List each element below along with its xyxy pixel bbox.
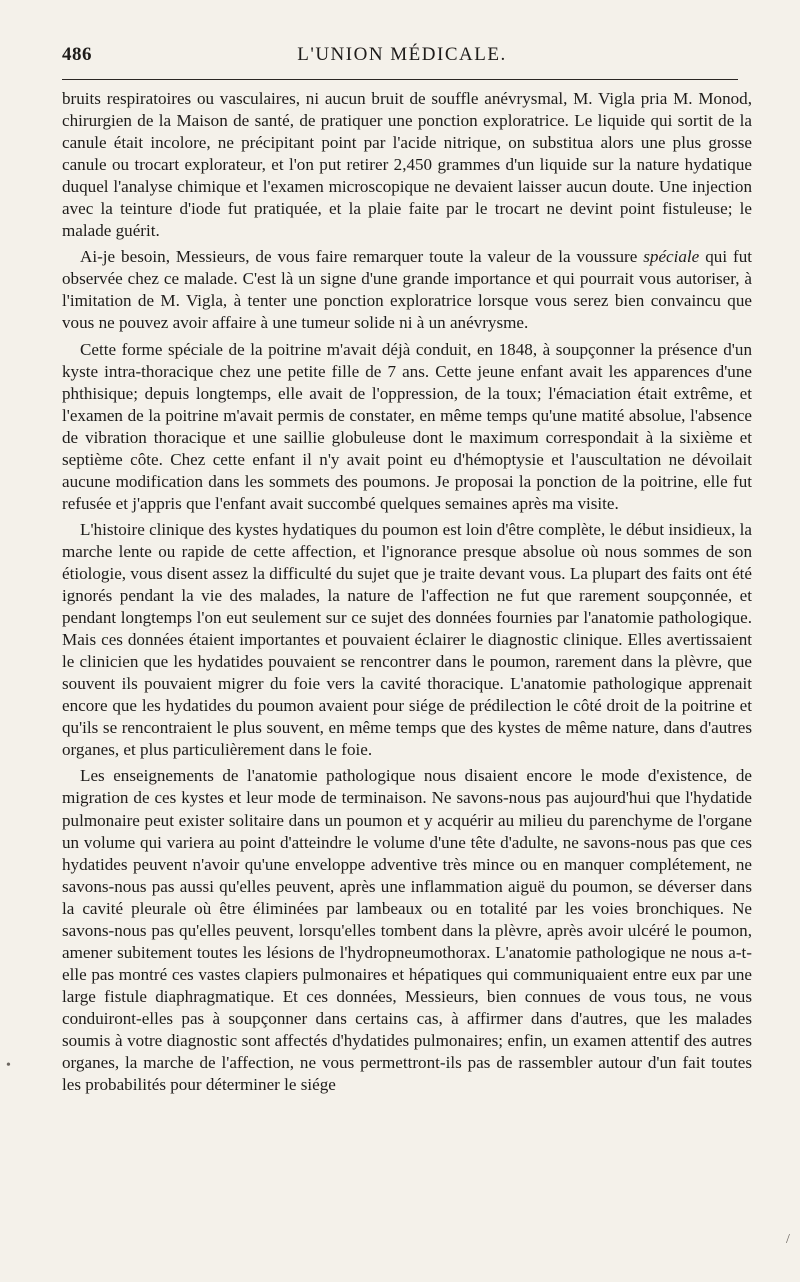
margin-dot: • (6, 1058, 11, 1073)
body-text (62, 88, 752, 1096)
paragraph-clinical-history: L'histoire clinique des kystes hydatiques du poumon est loin d'être complète, le début insidieux, la marche lente ou rapide de cette affection, et l'ignorance presque absolue où nous sommes de son étiologie, vous disent assez la difficulté du sujet que je traite devant vous. La plupart des faits ont été ignorés pendant la vie des malades, la nature de l'affection ne fut que rarement soupçonnée, et pendant longtemps l'on eut seulement sur ce sujet des données fournies par l'anatomie pathologique. Mais ces données étaient importantes et pouvaient éclairer le diagnostic clinique. Elles avertissaient le clinicien que les hydatides pouvaient se rencontrer dans le poumon, rarement dans la plèvre, que souvent ils pouvaient migrer du foie vers la cavité thoracique. L'anatomie pathologique apprenait encore que les hydatides du poumon avaient pour siége de prédilection le côté droit de la poitrine et qu'ils se rencontraient le plus souvent, en même temps que des kystes de même nature, dans d'autres organes, et plus particulièrement dans le foie. (62, 519, 752, 760)
page-number: 486 (62, 44, 92, 65)
page-header (62, 44, 742, 74)
running-head: L'UNION MÉDICALE. (297, 44, 507, 65)
paragraph-pathology-teachings: Les enseignements de l'anatomie pathologique nous disaient encore le mode d'existence, de migration de ces kystes et leur mode de terminaison. Ne savons-nous pas aujourd'hui que l'hydatide pulmonaire peut exister solitaire dans un poumon et y acquérir au milieu du parenchyme de l'organe un volume qui variera au point d'atteindre le volume d'une tête d'adulte, ne savons-nous pas que ces hydatides peuvent n'avoir qu'une enveloppe adventive très mince ou en manquer complétement, ne savons-nous pas aussi qu'elles peuvent, après une inflammation aiguë du poumon, se déverser dans la cavité pleurale où être éliminées par lambeaux ou en totalité par les voies bronchiques. Ne savons-nous pas qu'elles peuvent, lorsqu'elles tombent dans la plèvre, après avoir ulcéré le poumon, amener subitement toutes les lésions de l'hydropneumothorax. L'anatomie pathologique ne nous a-t-elle pas montré ces vastes clapiers pulmonaires et hépatiques qui communiquaient entre eux par une large fistule diaphragmatique. Et ces données, Messieurs, bien connues de vous tous, ne vous conduiront-elles pas à soupçonner dans certains cas, à affirmer dans d'autres, que les malades soumis à votre diagnostic sont affectés d'hydatides pulmonaires; enfin, un examen attentif des autres organes, la marche de l'affection, ne vous permettront-ils pas de rassembler autour d'un fait toutes les probabilités pour déterminer le siége (62, 766, 752, 1095)
corner-stroke: / (786, 1232, 790, 1247)
emphasis-speciale: spéciale (643, 247, 700, 267)
paragraph-case-1848: Cette forme spéciale de la poitrine m'avait déjà conduit, en 1848, à soupçonner la présence d'un kyste intra-thoracique chez une petite fille de 7 ans. Cette jeune enfant avait les apparences d'une phthisique; depuis longtemps, elle avait de l'oppression, de la toux; l'émaciation était extrême, et l'examen de la poitrine m'avait permis de constater, en même temps qu'une matité absolue, l'absence de vibration thoracique et une saillie globuleuse dont le maximum correspondait à la sixième et septième côte. Chez cette enfant il n'y avait point eu d'hémoptysie et l'auscultation ne dévoilait aucune modification dans les sommets des poumons. Je proposai la ponction de la poitrine, elle fut refusée et j'appris que l'enfant avait succombé quelques semaines après ma visite. (62, 339, 752, 513)
header-rule (62, 79, 738, 80)
paragraph-voussure: Ai-je besoin, Messieurs, de vous faire remarquer toute la valeur de la voussure spéciale qui fut observée chez ce malade. C'est là un signe d'une grande importance et qui pourrait vous autoriser, à l'imitation de M. Vigla, à tenter une ponction exploratrice lorsque vous serez bien convaincu que vous ne pouvez avoir affaire à une tumeur solide ni à un anévrysme. (62, 247, 752, 333)
paragraph-continuation: bruits respiratoires ou vasculaires, ni aucun bruit de souffle anévrysmal, M. Vigla pria M. Monod, chirurgien de la Maison de santé, de pratiquer une ponction exploratrice. Le liquide qui sortit de la canule était incolore, ne précipitant point par l'acide nitrique, on substitua alors une plus grosse canule ou trocart explorateur, et l'on put retirer 2,450 grammes d'un liquide sur la nature hydatique duquel l'analyse chimique et l'examen microscopique ne devaient laisser aucun doute. Une injection avec la teinture d'iode fut pratiquée, et la plaie faite par le trocart ne devint point fistuleuse; le malade guérit. (62, 89, 752, 241)
